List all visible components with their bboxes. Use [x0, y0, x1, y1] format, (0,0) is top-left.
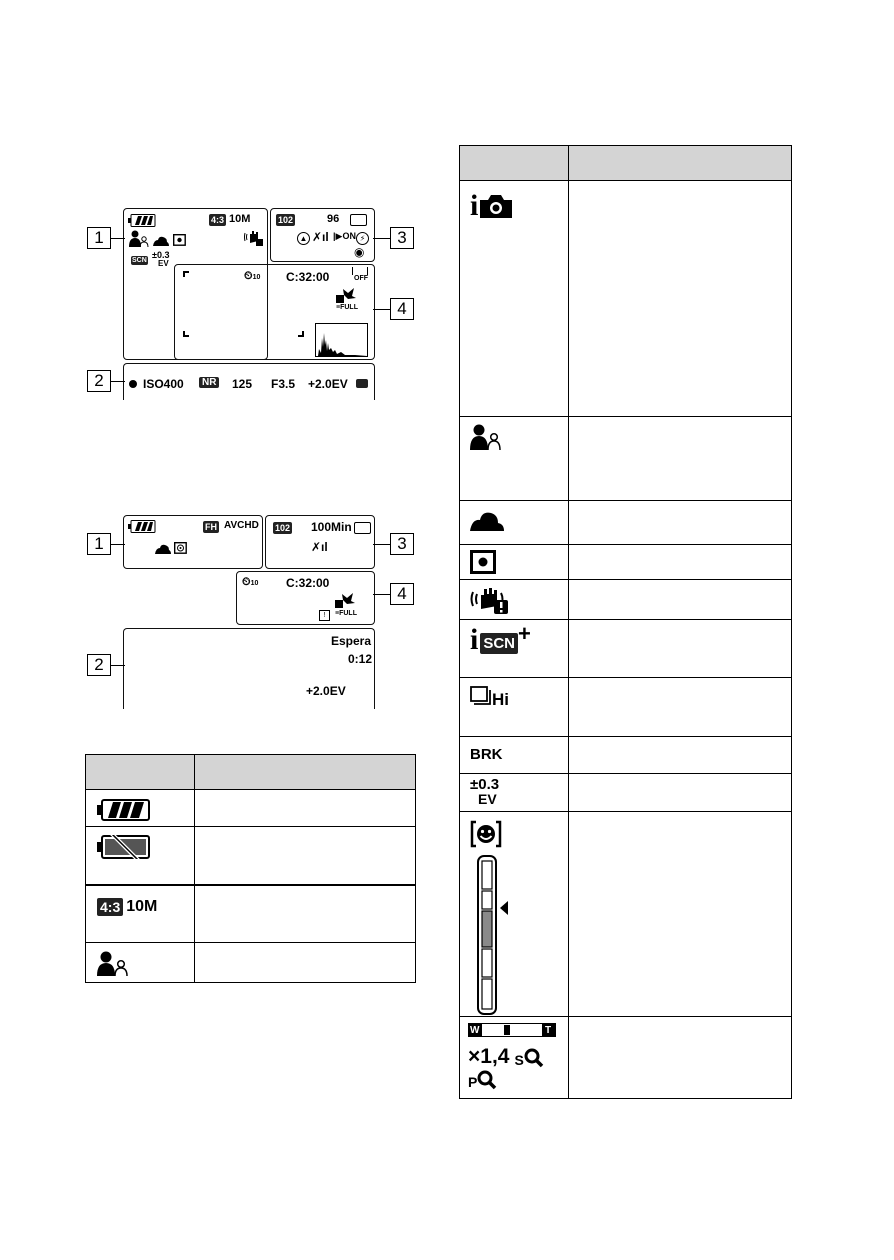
smart-zoom-label: S — [514, 1052, 524, 1068]
memory-card-icon — [354, 522, 371, 534]
noise-reduction-chip: NR — [199, 377, 219, 388]
battery-icon — [128, 214, 156, 227]
magnifier-icon — [477, 1070, 497, 1090]
record-dot-icon — [129, 380, 137, 388]
recording-time: C:32:00 — [286, 270, 330, 284]
self-timer-icon: ⏲10 — [244, 270, 261, 282]
table-row — [460, 812, 792, 1017]
table-row — [460, 501, 792, 545]
battery-empty-icon — [97, 835, 151, 859]
focus-illuminator-icon: |▶ON — [333, 231, 356, 241]
face-detection-off-label: OFF — [354, 275, 368, 282]
memory-full-label: ≡FULL — [335, 610, 357, 617]
left-icon-table — [85, 754, 416, 983]
folder-chip: 102 — [278, 215, 294, 225]
leader-4 — [373, 594, 390, 595]
spot-metering-icon — [470, 550, 496, 574]
landscape-icon — [155, 544, 171, 554]
zoom-bar — [468, 1023, 556, 1037]
memory-full-label: ≡FULL — [336, 304, 358, 311]
bracket-icon: BRK — [470, 746, 503, 763]
label-4: 4 — [390, 298, 414, 320]
ev-unit: EV — [158, 259, 169, 268]
camera-icon — [480, 194, 512, 218]
flash-off-icon: ⚡ — [356, 232, 369, 245]
gps-signal-icon: ✗ıl — [312, 230, 329, 244]
self-timer-icon: ⏲10 — [242, 576, 259, 588]
right-icon-table — [459, 145, 792, 1099]
metering-chip — [356, 379, 368, 388]
shots-remaining: 96 — [327, 213, 340, 225]
label-3: 3 — [390, 533, 414, 555]
landscape-icon — [470, 511, 504, 531]
battery-icon — [128, 520, 156, 533]
standby-status: Espera — [331, 634, 372, 648]
label-2: 2 — [87, 370, 111, 392]
label-1: 1 — [87, 533, 111, 555]
exposure-value: +2.0EV — [306, 684, 346, 698]
leader-3 — [373, 238, 390, 239]
remaining-time: 100Min — [311, 520, 352, 534]
header-description-column — [195, 755, 416, 790]
table-row — [460, 580, 792, 620]
folder-chip: 102 — [275, 523, 291, 533]
recording-elapsed: 0:12 — [348, 652, 373, 666]
superior-auto-icon: i SCN + — [470, 621, 531, 656]
camera-shake-warning-icon — [244, 229, 264, 246]
af-frame-corner-bl — [183, 331, 189, 337]
leader-2 — [111, 381, 125, 382]
burst-frames-icon — [470, 686, 492, 708]
table-row — [86, 885, 416, 943]
zoom-tele-label: T — [545, 1025, 552, 1036]
smile-detection-icon — [470, 820, 502, 848]
multi-metering-icon — [174, 542, 187, 554]
header-icon-column — [460, 146, 569, 181]
label-4: 4 — [390, 583, 414, 605]
gps-icon: ▲ — [297, 232, 310, 245]
portrait-icon — [97, 951, 129, 977]
macro-flower-icon — [334, 285, 356, 305]
image-size-chip: 4:3 — [211, 215, 225, 225]
scene-chip: SCN — [132, 257, 147, 264]
table-row — [86, 827, 416, 885]
wind-noise-icon: ! — [319, 610, 330, 621]
label-3: 3 — [390, 227, 414, 249]
table-row — [86, 790, 416, 827]
leader-1 — [111, 238, 125, 239]
header-description-column — [569, 146, 792, 181]
label-1: 1 — [87, 227, 111, 249]
macro-flower-icon — [333, 590, 355, 610]
table-row — [86, 943, 416, 983]
recording-time: C:32:00 — [286, 576, 330, 590]
leader-1 — [111, 544, 125, 545]
landscape-icon — [153, 236, 169, 246]
af-frame-corner-tl — [183, 271, 189, 277]
movie-quality-chip: FH — [205, 522, 217, 532]
aperture-value: F3.5 — [271, 377, 296, 391]
header-icon-column — [86, 755, 195, 790]
ev-value: ±0.3 — [152, 250, 170, 260]
iso-value: ISO400 — [143, 377, 184, 391]
leader-3 — [373, 544, 390, 545]
burst-icon: Hi — [470, 686, 568, 708]
shutter-speed: 125 — [232, 377, 253, 391]
gps-signal-icon: ✗ıl — [311, 540, 328, 554]
table-row — [460, 181, 792, 417]
table-header — [460, 146, 792, 181]
table-header — [86, 755, 416, 790]
zoom-wide-label: W — [470, 1025, 480, 1036]
table-row — [460, 417, 792, 501]
table-row — [460, 1017, 792, 1099]
leader-2 — [111, 665, 125, 666]
face-detection-off-icon — [352, 267, 368, 275]
exposure-icon: ±0.3 EV — [470, 776, 500, 807]
memory-card-icon — [350, 214, 367, 226]
intelligent-auto-icon: i — [470, 191, 568, 221]
image-size-icon: 4:3 10M — [97, 898, 194, 916]
magnifier-icon — [524, 1048, 544, 1068]
smile-sensitivity-scale — [470, 855, 510, 1015]
battery-full-icon — [97, 799, 151, 821]
table-row — [460, 737, 792, 774]
spot-metering-icon — [173, 234, 186, 246]
table-row — [460, 620, 792, 678]
label-2: 2 — [87, 654, 111, 676]
movie-format: AVCHD — [224, 520, 259, 531]
precision-zoom-label: P — [468, 1074, 478, 1090]
zoom-icon — [468, 1023, 568, 1090]
table-row — [460, 678, 792, 737]
table-row — [460, 774, 792, 812]
camera-shake-warning-icon — [470, 586, 510, 614]
portrait-icon — [470, 424, 502, 451]
red-eye-icon: ◉ — [354, 245, 365, 259]
table-row — [460, 545, 792, 580]
leader-4 — [373, 309, 390, 310]
exposure-value: +2.0EV — [308, 377, 348, 391]
image-size-value: 10M — [229, 213, 251, 225]
histogram — [315, 323, 368, 357]
af-frame-corner-br — [298, 331, 304, 337]
portrait-icon — [129, 230, 149, 248]
zoom-factor: ×1,4 — [468, 1045, 510, 1068]
